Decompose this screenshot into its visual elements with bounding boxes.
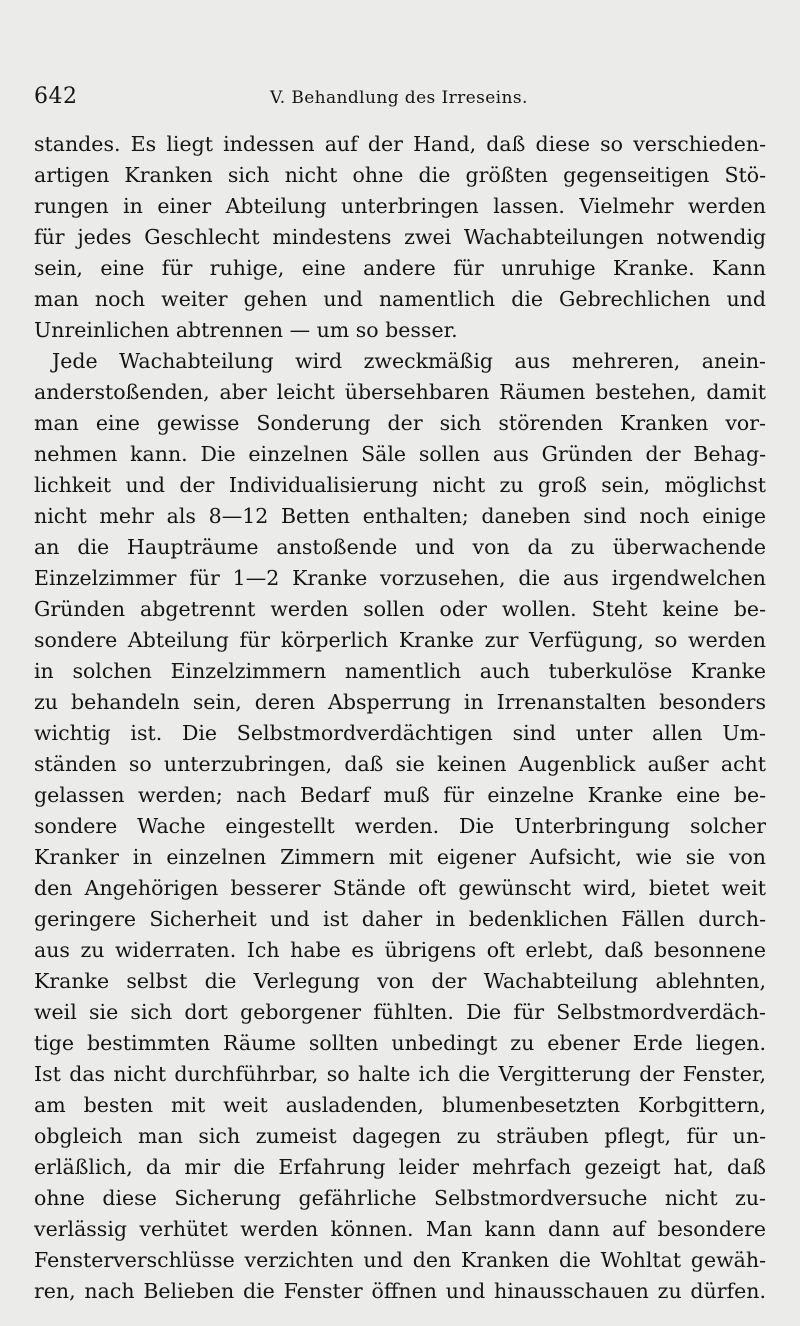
text-line: Jede Wachabteilung wird zweckmäßig aus mehreren, anein- — [52, 349, 766, 373]
text-line: gelassen werden; nach Bedarf muß für einzelne Kranke eine be- — [34, 783, 766, 807]
text-line: am besten mit weit ausladenden, blumenbesetzten Korbgittern, — [34, 1093, 766, 1117]
text-line: anderstoßenden, aber leicht übersehbaren Räumen bestehen, damit — [34, 380, 766, 404]
text-line: standes. Es liegt indessen auf der Hand, daß diese so verschieden- — [34, 132, 766, 156]
text-line: verlässig verhütet werden können. Man kann dann auf besondere — [34, 1217, 766, 1241]
text-line: Kranker in einzelnen Zimmern mit eigener Aufsicht, wie sie von — [34, 845, 766, 869]
text-line: in solchen Einzelzimmern namentlich auch tuberkulöse Kranke — [34, 659, 766, 683]
text-line: ohne diese Sicherung gefährliche Selbstmordversuche nicht zu- — [34, 1186, 766, 1210]
text-line: Unreinlichen abtrennen — um so besser. — [34, 318, 458, 342]
page-number: 642 — [34, 84, 78, 109]
text-line: nicht mehr als 8—12 Betten enthalten; daneben sind noch einige — [34, 504, 766, 528]
text-line: weil sie sich dort geborgener fühlten. Die für Selbstmordverdäch- — [34, 1000, 766, 1024]
text-line: aus zu widerraten. Ich habe es übrigens oft erlebt, daß besonnene — [34, 938, 766, 962]
text-line: Gründen abgetrennt werden sollen oder wollen. Steht keine be- — [34, 597, 766, 621]
text-line: geringere Sicherheit und ist daher in bedenklichen Fällen durch- — [34, 907, 766, 931]
text-line: Einzelzimmer für 1—2 Kranke vorzusehen, die aus irgendwelchen — [34, 566, 766, 590]
page-header — [34, 84, 766, 114]
text-line: Fensterverschlüsse verzichten und den Kranken die Wohltat gewäh- — [34, 1248, 766, 1272]
body-text — [34, 129, 766, 1307]
text-line: sondere Wache eingestellt werden. Die Unterbringung solcher — [34, 814, 766, 838]
text-line: erläßlich, da mir die Erfahrung leider mehrfach gezeigt hat, daß — [34, 1155, 766, 1179]
text-line: artigen Kranken sich nicht ohne die größten gegenseitigen Stö- — [34, 163, 766, 187]
text-line: den Angehörigen besserer Stände oft gewünscht wird, bietet weit — [34, 876, 766, 900]
text-line: ren, nach Belieben die Fenster öffnen und hinausschauen zu dürfen. — [34, 1279, 766, 1303]
text-line: nehmen kann. Die einzelnen Säle sollen aus Gründen der Behag- — [34, 442, 766, 466]
running-head: V. Behandlung des Irreseins. — [270, 88, 528, 108]
text-line: man noch weiter gehen und namentlich die Gebrechlichen und — [34, 287, 766, 311]
text-line: man eine gewisse Sonderung der sich störenden Kranken vor- — [34, 411, 766, 435]
text-line: an die Haupträume anstoßende und von da zu überwachende — [34, 535, 766, 559]
text-line: ständen so unterzubringen, daß sie keinen Augenblick außer acht — [34, 752, 766, 776]
text-line: sondere Abteilung für körperlich Kranke zur Verfügung, so werden — [34, 628, 766, 652]
text-line: zu behandeln sein, deren Absperrung in Irrenanstalten besonders — [34, 690, 766, 714]
text-line: Kranke selbst die Verlegung von der Wachabteilung ablehnten, — [34, 969, 766, 993]
text-line: wichtig ist. Die Selbstmordverdächtigen sind unter allen Um- — [34, 721, 766, 745]
text-line: Ist das nicht durchführbar, so halte ich die Vergitterung der Fenster, — [34, 1062, 766, 1086]
text-line: obgleich man sich zumeist dagegen zu sträuben pflegt, für un- — [34, 1124, 766, 1148]
text-line: rungen in einer Abteilung unterbringen lassen. Vielmehr werden — [34, 194, 766, 218]
text-line: lichkeit und der Individualisierung nicht zu groß sein, möglichst — [34, 473, 766, 497]
text-line: sein, eine für ruhige, eine andere für unruhige Kranke. Kann — [34, 256, 766, 280]
text-line: für jedes Geschlecht mindestens zwei Wachabteilungen notwendig — [34, 225, 766, 249]
text-line: tige bestimmten Räume sollten unbedingt zu ebener Erde liegen. — [34, 1031, 766, 1055]
